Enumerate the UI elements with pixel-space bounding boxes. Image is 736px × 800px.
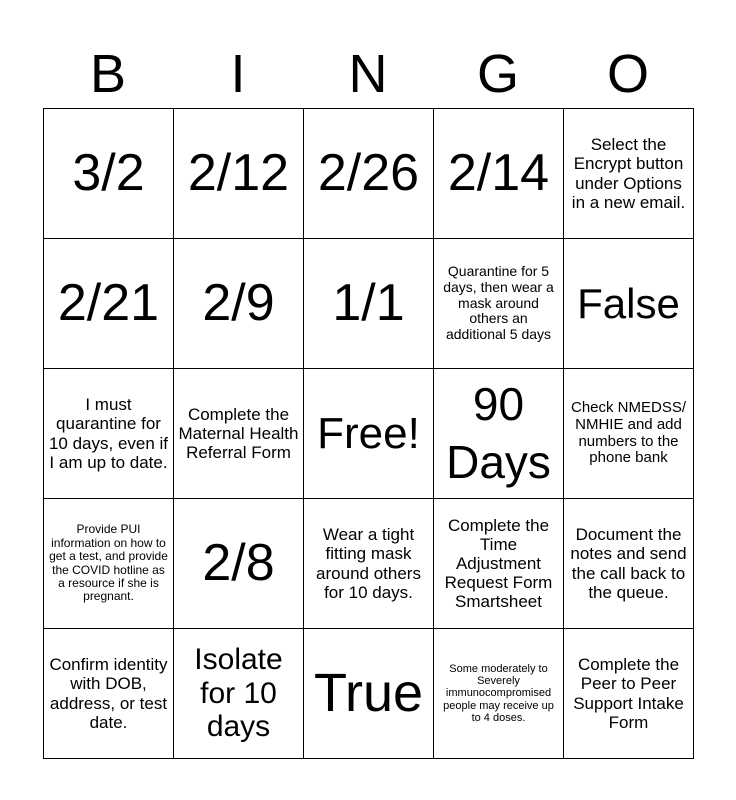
bingo-cell[interactable]: 2/8 bbox=[174, 499, 304, 629]
bingo-row bbox=[44, 369, 694, 499]
bingo-cell[interactable]: Complete the Peer to Peer Support Intake Form bbox=[564, 629, 694, 759]
bingo-card bbox=[43, 108, 694, 759]
bingo-row bbox=[44, 499, 694, 629]
bingo-cell[interactable]: False bbox=[564, 239, 694, 369]
bingo-cell[interactable]: Quarantine for 5 days, then wear a mask around others an additional 5 days bbox=[434, 239, 564, 369]
free-space-cell[interactable]: Free! bbox=[304, 369, 434, 499]
bingo-cell[interactable]: True bbox=[304, 629, 434, 759]
bingo-cell[interactable]: Complete the Maternal Health Referral Form bbox=[174, 369, 304, 499]
header-letter-n: N bbox=[348, 44, 388, 104]
header-letter-i: I bbox=[230, 44, 246, 104]
bingo-cell[interactable]: 2/26 bbox=[304, 109, 434, 239]
bingo-row bbox=[44, 109, 694, 239]
bingo-cell[interactable]: Complete the Time Adjustment Request Form Smartsheet bbox=[434, 499, 564, 629]
bingo-cell[interactable]: Some moderately to Severely immunocompromised people may receive up to 4 doses. bbox=[434, 629, 564, 759]
header-letter-b: B bbox=[89, 44, 127, 104]
bingo-cell[interactable]: 3/2 bbox=[44, 109, 174, 239]
bingo-cell[interactable]: Wear a tight fitting mask around others for 10 days. bbox=[304, 499, 434, 629]
bingo-cell[interactable]: Select the Encrypt button under Options in a new email. bbox=[564, 109, 694, 239]
bingo-cell[interactable]: Check NMEDSS/ NMHIE and add numbers to the phone bank bbox=[564, 369, 694, 499]
header-letter-g: G bbox=[476, 44, 519, 104]
header-letter-o: O bbox=[606, 44, 649, 104]
bingo-cell[interactable]: 90 Days bbox=[434, 369, 564, 499]
bingo-cell[interactable]: I must quarantine for 10 days, even if I am up to date. bbox=[44, 369, 174, 499]
bingo-row bbox=[44, 629, 694, 759]
bingo-cell[interactable]: Document the notes and send the call back to the queue. bbox=[564, 499, 694, 629]
bingo-cell[interactable]: Provide PUI information on how to get a test, and provide the COVID hotline as a resource if she is pregnant. bbox=[44, 499, 174, 629]
bingo-cell[interactable]: 2/21 bbox=[44, 239, 174, 369]
bingo-header bbox=[43, 40, 693, 108]
bingo-cell[interactable]: Confirm identity with DOB, address, or test date. bbox=[44, 629, 174, 759]
bingo-cell[interactable]: 2/9 bbox=[174, 239, 304, 369]
bingo-row bbox=[44, 239, 694, 369]
bingo-cell[interactable]: 1/1 bbox=[304, 239, 434, 369]
bingo-cell[interactable]: Isolate for 10 days bbox=[174, 629, 304, 759]
bingo-cell[interactable]: 2/14 bbox=[434, 109, 564, 239]
bingo-cell[interactable]: 2/12 bbox=[174, 109, 304, 239]
